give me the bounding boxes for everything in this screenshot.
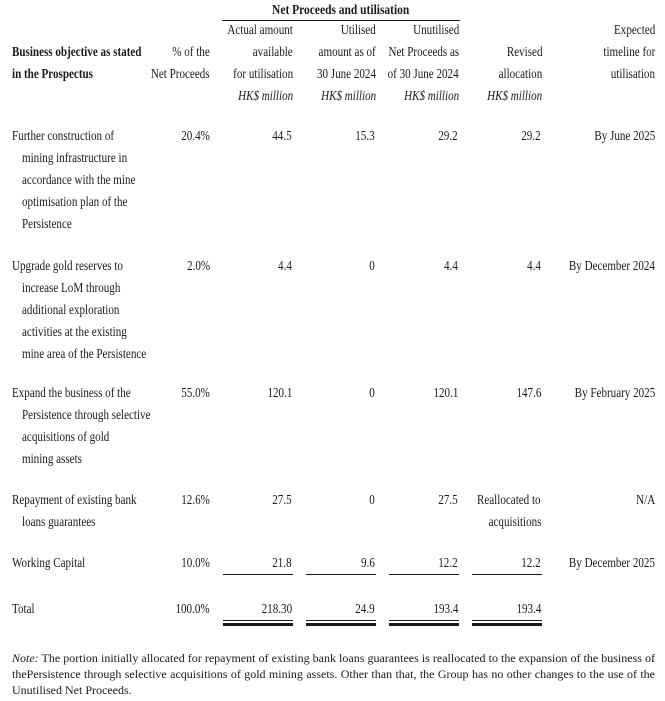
actual-amount-cell: 4.4 [278, 258, 292, 273]
footnote-label: Note: [12, 651, 39, 665]
objective-cell: Expand the business of the Persistence through selective acquisitions of gold mining assets [12, 385, 151, 466]
unutilised-cell: 29.2 [438, 128, 458, 143]
total-rule-actual-top [223, 620, 293, 621]
actual-amount-cell: 44.5 [272, 128, 292, 143]
actual-amount-cell: 21.8 [272, 555, 292, 570]
objective-cell: Upgrade gold reserves to increase LoM through additional exploration activities at the existing mine area of the Persistence [12, 258, 147, 361]
objective-cell: Further construction of mining infrastructure in accordance with the mine optimisation plan of the Persistence [12, 128, 136, 231]
percentage-cell: 55.0% [181, 385, 210, 400]
footnote-text: The portion initially allocated for repayment of existing bank loans guarantees is reallocated to the expansion of the business of thePersistence through selective acquisitions of gold mining assets. Other than that, the Group has no other changes to the use of the Unutilised Net Proceeds. [12, 651, 655, 697]
total-rule-actual-bottom [223, 623, 293, 626]
total-revised: 193.4 [516, 601, 541, 616]
total-percentage: 100.0% [175, 601, 210, 616]
total-utilised: 24.9 [355, 601, 375, 616]
total-rule-unutilised-top [389, 620, 459, 621]
timeline-cell: By February 2025 [574, 385, 655, 400]
unutilised-cell: 4.4 [444, 258, 458, 273]
subtotal-rule-unutilised [389, 574, 459, 575]
timeline-cell: By June 2025 [594, 128, 655, 143]
utilised-cell: 15.3 [355, 128, 375, 143]
utilised-cell: 0 [369, 385, 375, 400]
total-rule-revised-bottom [472, 623, 542, 626]
subtotal-rule-actual [223, 574, 293, 575]
utilised-cell: 0 [369, 492, 375, 507]
utilised-cell: 0 [369, 258, 375, 273]
header-percentage: % of the Net Proceeds [151, 44, 210, 81]
total-rule-unutilised-bottom [389, 623, 459, 626]
header-utilised: Utilised amount as of 30 June 2024 HK$ million [316, 22, 376, 103]
subtotal-rule-utilised [306, 574, 376, 575]
revised-cell: 12.2 [521, 555, 541, 570]
total-actual-amount: 218.30 [261, 601, 292, 616]
actual-amount-cell: 27.5 [272, 492, 292, 507]
subtotal-rule-revised [472, 574, 542, 575]
header-expected-timeline: Expected timeline for utilisation [603, 22, 655, 81]
timeline-cell: By December 2025 [568, 555, 655, 570]
header-objective: Business objective as stated in the Prospectus [12, 44, 142, 81]
percentage-cell: 2.0% [186, 258, 210, 273]
total-rule-utilised-top [306, 620, 376, 621]
footnote [12, 650, 655, 698]
revised-cell: Reallocated to acquisitions [477, 492, 541, 529]
percentage-cell: 10.0% [181, 555, 210, 570]
unutilised-cell: 120.1 [433, 385, 458, 400]
header-unutilised: Unutilised Net Proceeds as of 30 June 2024 HK$ million [387, 22, 459, 103]
header-revised-allocation: Revised allocation HK$ million [486, 44, 542, 103]
objective-cell: Working Capital [12, 555, 86, 570]
unutilised-cell: 27.5 [438, 492, 458, 507]
objective-cell: Repayment of existing bank loans guarantees [12, 492, 137, 529]
revised-cell: 4.4 [527, 258, 541, 273]
revised-cell: 147.6 [516, 385, 541, 400]
total-label: Total [12, 601, 35, 616]
group-title: Net Proceeds and utilisation [272, 3, 410, 18]
total-rule-utilised-bottom [306, 623, 376, 626]
total-rule-revised-top [472, 620, 542, 621]
timeline-cell: N/A [635, 492, 655, 507]
revised-cell: 29.2 [521, 128, 541, 143]
timeline-cell: By December 2024 [568, 258, 655, 273]
utilised-cell: 9.6 [361, 555, 375, 570]
actual-amount-cell: 120.1 [267, 385, 292, 400]
percentage-cell: 12.6% [181, 492, 210, 507]
unutilised-cell: 12.2 [438, 555, 458, 570]
header-actual-amount: Actual amount available for utilisation HK$ million [227, 22, 293, 103]
percentage-cell: 20.4% [181, 128, 210, 143]
total-unutilised: 193.4 [433, 601, 458, 616]
